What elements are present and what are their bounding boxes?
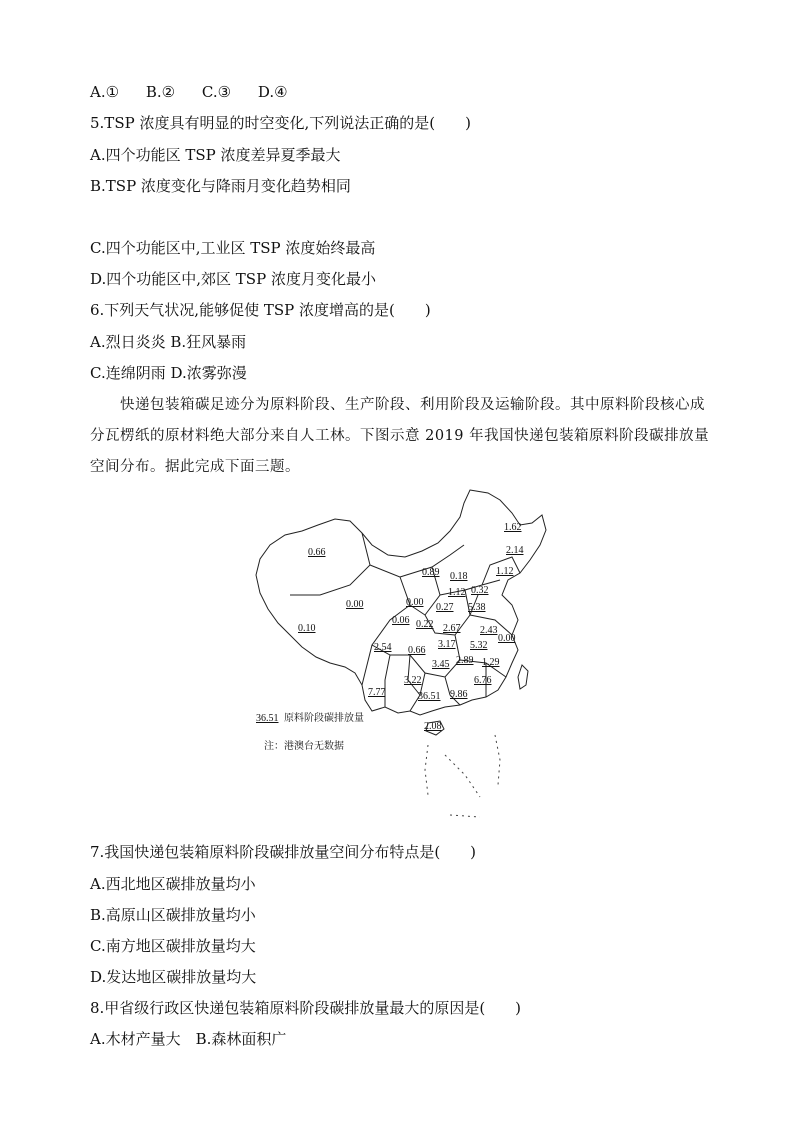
q8-stem: 8.甲省级行政区快递包装箱原料阶段碳排放量最大的原因是( ) [90, 999, 522, 1017]
map-value-label: 0.27 [436, 602, 454, 613]
taiwan-island [518, 665, 528, 689]
q6-options-ab: A.烈日炎炎 B.狂风暴雨 [90, 333, 247, 351]
map-value-label: 0.06 [392, 615, 410, 626]
map-value-label: 0.00 [498, 633, 516, 644]
q7-option-b: B.高原山区碳排放量均小 [90, 906, 256, 924]
q5-option-b: B.TSP 浓度变化与降雨月变化趋势相同 [90, 177, 351, 195]
map-value-label: 0.66 [308, 547, 326, 558]
map-value-label: 0.22 [416, 619, 434, 630]
map-value-label: 6.76 [474, 675, 492, 686]
q5-stem: 5.TSP 浓度具有明显的时空变化,下列说法正确的是( ) [90, 114, 471, 132]
map-value-label: 5.38 [468, 602, 486, 613]
map-value-label: 1.62 [504, 522, 522, 533]
map-note: 注：港澳台无数据 [264, 741, 344, 752]
q5-option-c: C.四个功能区中,工业区 TSP 浓度始终最高 [90, 239, 376, 257]
map-value-label: 0.32 [471, 585, 489, 596]
map-value-label: 2.08 [424, 721, 442, 732]
map-value-label: 5.32 [470, 640, 488, 651]
q4-option-b: B.② [145, 83, 176, 101]
map-value-label: 1.29 [482, 657, 500, 668]
south-china-sea-dashes [425, 735, 500, 817]
map-value-label: 2.43 [480, 625, 498, 636]
q5-option-a: A.四个功能区 TSP 浓度差异夏季最大 [90, 146, 341, 164]
china-outline [256, 490, 546, 715]
q7-option-d: D.发达地区碳排放量均大 [90, 968, 257, 986]
map-value-label: 0.18 [450, 571, 468, 582]
map-value-label: 36.51 [418, 691, 441, 702]
q4-option-c: C.③ [201, 83, 232, 101]
map-value-label: 2.14 [506, 545, 524, 556]
q5-option-d: D.四个功能区中,郊区 TSP 浓度月变化最小 [90, 270, 376, 288]
map-value-label: 3.45 [432, 659, 450, 670]
map-value-label: 0.89 [422, 567, 440, 578]
legend-text: 原料阶段碳排放量 [284, 713, 364, 724]
map-value-label: 3.17 [438, 639, 456, 650]
map-value-label: 0.66 [408, 645, 426, 656]
q7-option-a: A.西北地区碳排放量均小 [90, 875, 256, 893]
q7-option-c: C.南方地区碳排放量均大 [90, 937, 256, 955]
map-value-label: 7.77 [368, 687, 386, 698]
q6-options-cd: C.连绵阴雨 D.浓雾弥漫 [90, 364, 247, 382]
map-legend [256, 711, 364, 752]
q4-option-a: A.① [90, 83, 120, 101]
map-value-label: 9.86 [450, 689, 468, 700]
q8-options-ab: A.木材产量大 B.森林面积广 [90, 1030, 287, 1048]
q4-options [90, 82, 288, 102]
q4-option-d: D.④ [257, 83, 288, 101]
map-value-label: 1.12 [496, 566, 514, 577]
q6-stem: 6.下列天气状况,能够促使 TSP 浓度增高的是( ) [90, 301, 431, 319]
map-value-label: 0.00 [406, 597, 424, 608]
map-value-label: 2.54 [374, 642, 392, 653]
map-value-label: 3.22 [404, 675, 422, 686]
reading-passage [90, 390, 710, 483]
map-value-label: 1.12 [448, 587, 466, 598]
map-value-label: 2.89 [456, 655, 474, 666]
map-value-label: 0.00 [346, 599, 364, 610]
map-value-label: 2.67 [443, 623, 461, 634]
passage-text: 快递包装箱碳足迹分为原料阶段、生产阶段、利用阶段及运输阶段。其中原料阶段核心成分瓦楞纸的原材料绝大部分来自人工林。下图示意 2019 年我国快递包装箱原料阶段碳排放量空间分布。据此完成下面三题。 [90, 397, 710, 475]
china-carbon-emission-map [250, 485, 550, 825]
q7-stem: 7.我国快递包装箱原料阶段碳排放量空间分布特点是( ) [90, 843, 477, 861]
map-value-label: 0.10 [298, 623, 316, 634]
legend-value: 36.51 [256, 713, 279, 724]
